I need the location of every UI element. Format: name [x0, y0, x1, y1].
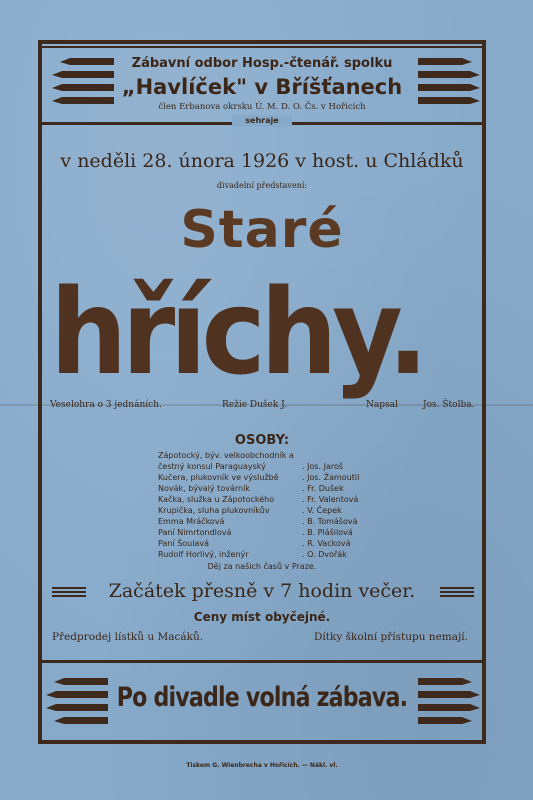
cast-role: Zápotocký, býv. velkoobchodník a	[158, 451, 294, 460]
play-author: Jos. Štolba.	[423, 400, 475, 410]
event-subtitle: divadelní představení:	[216, 181, 308, 190]
cast-actor: . B. Tomášová	[302, 517, 358, 526]
play-title-line2: hříchy.	[50, 263, 424, 401]
cast-role: Kučera, plukovník ve výslužbě	[158, 473, 279, 482]
children-notice: Dítky školní přístupu nemají.	[314, 631, 468, 643]
cast-role: Kačka, služka u Zápotockého	[158, 495, 275, 504]
event-date: v neděli 28. února 1926 v host. u Chládků	[60, 150, 464, 172]
cast-role: čestný konsul Paraguayský	[158, 462, 266, 471]
cast-role: Krupička, sluha plukovníkův	[158, 506, 270, 515]
printer-line: Tiskem G. Wienbrecha v Hořicích. — Nákl. vl.	[186, 762, 338, 769]
cast-actor: . O. Dvořák	[302, 550, 347, 559]
cast-role: Paní Nimrtondlová	[158, 528, 232, 537]
after-show-dance: Po divadle volná zábava.	[116, 682, 408, 713]
cast-heading: OSOBY:	[234, 433, 290, 448]
footer-bottom-rule	[42, 740, 482, 742]
author-label: Napsal	[366, 400, 398, 410]
header-top-rule	[42, 46, 482, 48]
presale-info: Předprodej lístků u Macáků.	[52, 631, 204, 643]
play-genre: Veselohra o 3 jednáních.	[50, 400, 162, 410]
cast-role: Rudolf Horlivý, inženýr	[158, 550, 249, 559]
cast-actor: . V. Čepek	[302, 506, 342, 515]
play-title-line1: Staré	[180, 200, 344, 260]
cast-role: Paní Šoulavá	[158, 539, 210, 548]
cast-setting: Děj za našich časů v Praze.	[207, 562, 317, 571]
ticket-prices: Ceny míst obyčejné.	[193, 610, 331, 624]
cast-actor: . Fr. Dušek	[302, 484, 344, 493]
cast-actor: . Fr. Valentová	[302, 495, 359, 504]
cast-actor: . Jos. Žamoutil	[302, 473, 360, 482]
membership-line: člen Erbanova okrsku Ú. M. D. O. Čs. v Hořicích	[158, 102, 366, 112]
start-time: Začátek přesně v 7 hodin večer.	[108, 580, 416, 602]
play-director: Režie Dušek J.	[222, 400, 287, 410]
cast-role: Emma Mráčková	[158, 517, 225, 526]
cast-actor: . R. Vacková	[302, 539, 351, 548]
society-name: „Havlíček" v Bříšťanech	[121, 75, 403, 99]
cast-actor: . B. Plášilová	[302, 528, 353, 537]
organizer-line: Zábavní odbor Hosp.-čtenář. spolku	[131, 56, 393, 71]
cast-role: Novák, bývalý továrník	[158, 484, 250, 493]
footer-top-rule	[42, 660, 482, 663]
performs-label: sehraje	[232, 115, 292, 127]
cast-actor: . Jos. Jaroš	[302, 462, 344, 471]
